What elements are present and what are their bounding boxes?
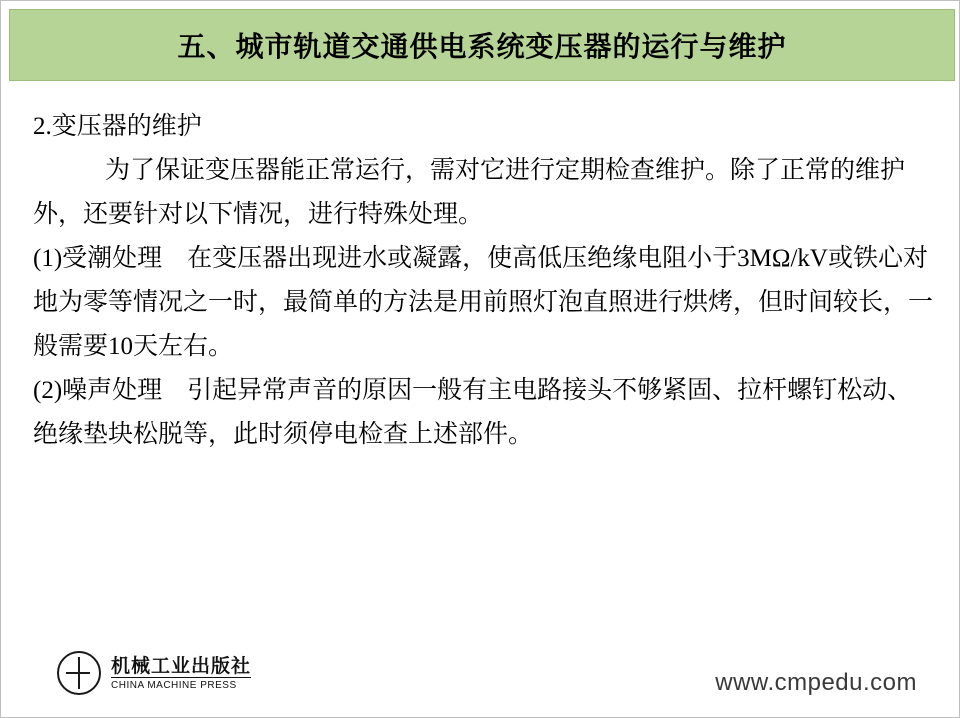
slide-title-bar: [9, 9, 955, 81]
publisher-logo: [57, 651, 251, 695]
publisher-name-en: CHINA MACHINE PRESS: [111, 677, 251, 692]
body-paragraph-1: 为了保证变压器能正常运行，需对它进行定期检查维护。除了正常的维护外，还要针对以下情况，进行特殊处理。: [33, 157, 906, 228]
page-title: 五、城市轨道交通供电系统变压器的运行与维护: [177, 30, 787, 63]
footer-url: www.cmpedu.com: [715, 669, 917, 696]
slide-body: [33, 105, 933, 457]
publisher-name-cn: 机械工业出版社: [111, 654, 252, 677]
body-item-2: (2)噪声处理 引起异常声音的原因一般有主电路接头不够紧固、拉杆螺钉松动、绝缘垫块松脱等，此时须停电检查上述部件。: [33, 377, 913, 448]
publisher-mark-icon: [57, 651, 101, 695]
body-heading: 2.变压器的维护: [33, 113, 202, 140]
body-item-1: (1)受潮处理 在变压器出现进水或凝露，使高低压绝缘电阻小于3MΩ/kV或铁心对地为零等情况之一时，最简单的方法是用前照灯泡直照进行烘烤，但时间较长，一般需要10天左右。: [33, 245, 934, 360]
publisher-logo-text: [111, 655, 251, 692]
